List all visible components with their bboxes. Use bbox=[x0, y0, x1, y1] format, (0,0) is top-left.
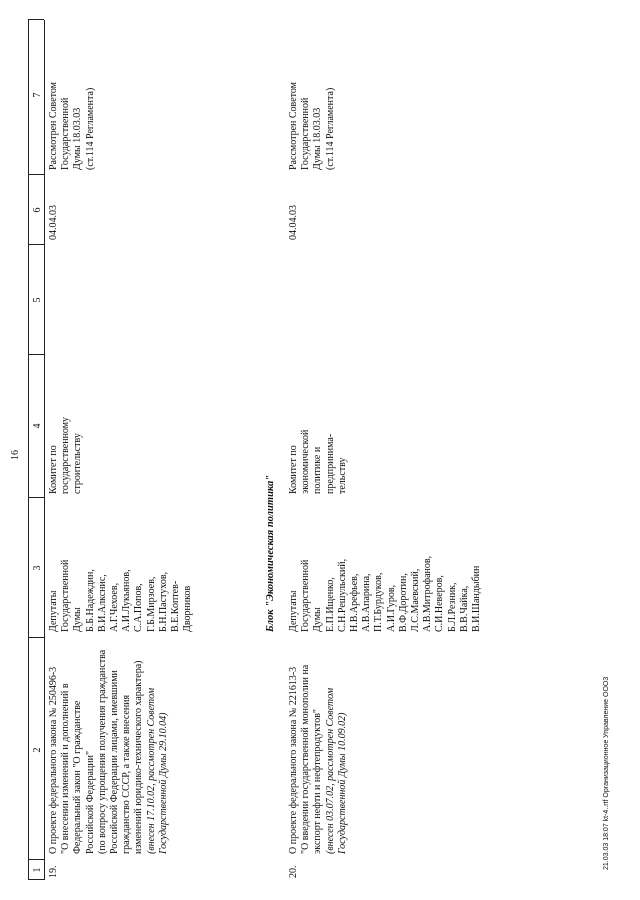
col-header-7: 7 bbox=[32, 92, 43, 98]
bill-title: О проекте федерального закона № 250496-3 "О внесении изменений и дополнений в Федеральный закон "О гражданстве Российской Федерации" (по вопросу упрощения получения гражданства Российской Федерации лицами, имевшими гражданство СССР, а также внесения изменений юридико-технического характера) (внесен 17.10.02, рассмотрен Советом Государственной Думы 29.10.04) bbox=[48, 649, 169, 854]
col-divider bbox=[28, 19, 44, 20]
col-divider bbox=[28, 244, 44, 245]
row-number: 20. bbox=[288, 865, 299, 878]
bill-title: О проекте федерального закона № 221613-3 "О введении государственной монополии на экспорт нефти и нефтепродуктов" (внесен 03.07.02, рассмотрен Советом Государственной Думы 10.09.02) bbox=[288, 664, 348, 854]
col-header-1: 1 bbox=[32, 867, 43, 873]
review-date: 04.04.03 bbox=[288, 205, 299, 240]
col-header-5: 5 bbox=[32, 297, 43, 303]
col-header-2: 2 bbox=[32, 747, 43, 753]
committee: Комитет по государственному строительству bbox=[48, 416, 84, 494]
col-header-3: 3 bbox=[32, 565, 43, 571]
row-number: 19. bbox=[48, 865, 59, 878]
col-header-6: 6 bbox=[32, 207, 43, 213]
col-divider bbox=[28, 637, 44, 638]
status: Рассмотрен Советом Государственной Думы 18.03.03 (ст.114 Регламента) bbox=[48, 81, 96, 170]
header-bottom-rule bbox=[44, 20, 45, 880]
review-date: 04.04.03 bbox=[48, 205, 59, 240]
col-divider bbox=[28, 497, 44, 498]
footer-note: 21.03.03 18:07 kt-4..rtf Организационное Управление ООО3 bbox=[603, 676, 610, 870]
col-divider bbox=[28, 174, 44, 175]
col-header-4: 4 bbox=[32, 423, 43, 429]
bill-authors: Депутаты Государственной Думы Б.Б.Надеждин, В.И.Алкснис, А.Г.Чехоев, А.И.Лукьянов, С.А.Попов, Г.Б.Мирзоев, Б.Н.Пастухов, В.Е.Коптев- Дворников bbox=[48, 559, 194, 632]
header-top-rule bbox=[28, 20, 29, 880]
bill-authors: Депутаты Государственной Думы Е.П.Ищенко, С.Н.Решульский, Н.В.Арефьев, А.В.Апарина, П.Т.Бурдуков, А.И.Гуров, В.Ф.Доротин, Л.С.Маевский, А.В.Митрофанов, С.И.Неверов, Б.Л.Резник, В.В.Чайка, В.И.Шандыбин bbox=[288, 555, 483, 632]
page-number: 16 bbox=[10, 450, 21, 460]
block-title: Блок "Экономическая политика" bbox=[265, 474, 276, 632]
col-divider bbox=[28, 354, 44, 355]
status: Рассмотрен Советом Государственной Думы 18.03.03 (ст.114 Регламента) bbox=[288, 81, 336, 170]
committee: Комитет по экономической политике и предпринима- тельству bbox=[288, 429, 348, 494]
